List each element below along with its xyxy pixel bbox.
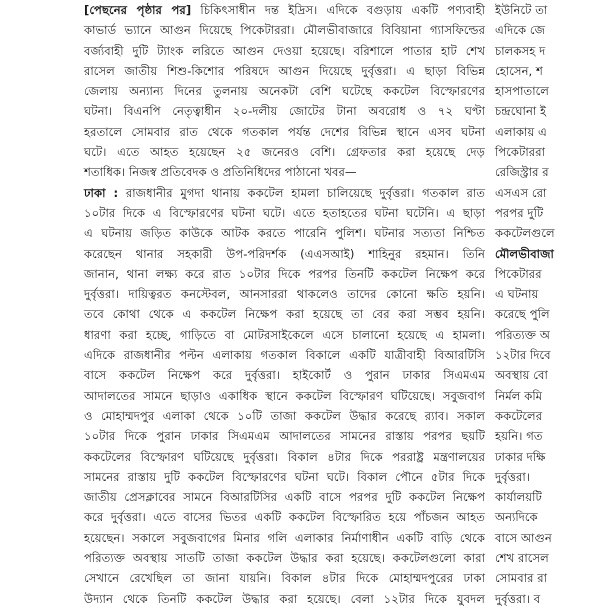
article-line: জানান, থানা লক্ষ্য করে রাত ১০টার দিকে পরপর তিনটি ককটেল নিক্ষেপ করে (84, 266, 485, 281)
article-line: বাসে ককটেল নিক্ষেপ করে দুর্বৃত্তরা। হাইকোর্ট ও পুরান ঢাকার সিএমএম (84, 368, 485, 383)
article-line: দুর্বৃত্তরা। (495, 469, 530, 484)
article-line: মৌলভীবাজা (495, 246, 554, 261)
article-line: ককটেলের (495, 408, 543, 423)
article-line (84, 183, 485, 203)
article-line: করেছেন থানার সহকারী উপ-পরিদর্শক (এএসআই) শাহিনুর রহমান। তিনি (84, 246, 485, 261)
article-line: ধারণা করা হচ্ছে, গাড়িতে বা মোটরসাইকেলে এসে চালানো হয়েছে এ হামলা। (84, 327, 485, 342)
page-margin (0, 0, 82, 525)
article-line: নিৰ্মল কমি (495, 388, 543, 403)
article-line: হোসেন, শ (495, 63, 543, 78)
article-line: এদিকে জে (495, 23, 546, 38)
article-line: করেছে পুলি (495, 307, 550, 322)
article-line: রাসেল জাতীয় শিশু-কিশোর পরিষদে আগুন দিয়েছে দুর্বৃত্তরা। এ ছাড়া বিভিন্ন (84, 63, 485, 78)
article-line: সামনের রাস্তায় দুটি ককটেল বিস্ফোরণের ঘটনা ঘটে। বিকাল পৌনে ৫টার দিকে (84, 469, 485, 484)
article-line: পরিত্যক্ত অবস্থায় সাতটি তাজা ককটেল উদ্ধার করা হয়েছে। ককটেলগুলো কারা (84, 551, 485, 566)
article-line: চালকসহ দ (495, 43, 546, 58)
article-line: সেখানে রেখেছিল তা জানা যায়নি। বিকাল ৪টার দিকে মোহাম্মদপুরের ঢাকা (84, 571, 485, 586)
article-line: কার্যালয়টি (495, 490, 542, 505)
article-text: রাজধানীর মুগদা থানায় ককটেল হামলা চালিয়েছে দুর্বৃত্তরা। গতকাল রাত (118, 185, 485, 200)
article-line: ও মোহাম্মদপুর এলাকা থেকে ১০টি তাজা ককটেল উদ্ধার করেছে র‌্যাব। সকাল (84, 408, 485, 423)
article-line: পরপর দুটি (495, 205, 544, 220)
article-line: শেখ রাসেল (495, 551, 549, 566)
article-line: উদ্যান থেকে তিনটি ককটেল উদ্ধার করা হয়েছে। বেলা ১২টার দিকে যুবদল (84, 591, 485, 606)
article-line: এ ঘটনায় জড়িত কাউকে আটক করতে পারেনি পুলিশ। ঘটনার সত্যতা নিশ্চিত (84, 226, 485, 241)
article-line: ১২টার দিবে (495, 348, 551, 363)
article-line: অবস্থায় বো (495, 368, 548, 383)
article-column-left (84, 0, 485, 606)
article-line: ককটেলগুলে (495, 226, 555, 241)
article-line: দুর্বৃত্তরা। দায়িত্বরত কনস্টেবল, আনসাররা থাকলেও তাদের কোনো ক্ষতি হয়নি। (84, 287, 485, 302)
article-line: জাতীয় প্রেসক্লাবের সামনে বিআরটিসির একটি বাসে পরপর দুটি ককটেল নিক্ষেপ (84, 490, 485, 505)
article-line (84, 0, 485, 20)
article-line: রেজিস্ট্রার র (495, 165, 549, 180)
article-line: হাসপাতালে (495, 84, 549, 99)
article-text: চিকিৎসাধীন দন্ত ইদ্রিস। এদিকে বগুড়ায় একটি পণ্যবাহী (191, 3, 485, 17)
article-line: ঘটনা। বিএনপি নেতৃত্বাধীন ২০-দলীয় জোটের টানা অবরোধ ও ৭২ ঘণ্টা (84, 104, 485, 119)
article-line: ১০টার দিকে পুরান ঢাকার সিএমএম আদালতের সামনের রাস্তায় পরপর ছয়টি (84, 429, 485, 444)
article-line: পিকেটারর (495, 266, 542, 281)
article-line: সোমবার রা (495, 571, 548, 586)
article-line: পিকেটাররা (495, 145, 546, 160)
article-line: হয়নি। গত (495, 429, 543, 444)
article-line: এদিকে রাজধানীর পল্টন এলাকায় গতকাল বিকালে একটি যাত্রীবাহী বিআরটিসি (84, 348, 485, 363)
dateline: ঢাকা : (84, 185, 119, 200)
article-line: জেলায় অন্যান্য দিনের তুলনায় অনেকটা বেশি ঘটেছে ককটেল বিস্ফোরণের (84, 84, 485, 99)
article-line: কাভার্ড ভ্যানে আগুন দিয়েছে পিকেটাররা। মৌলভীবাজারে বিবিয়ানা গ্যাসফিল্ডের (84, 23, 485, 38)
article-line: আদালতের সামনে ছাড়াও একাধিক স্থানে ককটেল বিস্ফোরণ ঘটিয়েছে। সবুজবাগ (84, 388, 485, 403)
article-line: হয়েছেন। সকালে সবুজবাগের মিনার গলি এলাকার নির্মাণাধীন একটি বাড়ি থেকে (84, 530, 485, 545)
article-line: বাসে আগুন (495, 530, 552, 545)
article-line: অন্যদিকে (495, 510, 538, 525)
article-line: শতাধিক। নিজস্ব প্রতিবেদক ও প্রতিনিধিদের পাঠানো খবর— (84, 165, 357, 180)
article-line: করে দুর্বৃত্তরা। এতে বাসের ভিতর একটি ককটেল বিস্ফোরিত হয়ে পাঁচজন আহত (84, 510, 485, 525)
article-line: ইউনিটে তা (495, 3, 548, 17)
continuation-label: [পেছনের পৃষ্ঠার পর] (84, 3, 192, 17)
article-line: ককটেলের বিস্ফোরণ ঘটিয়েছে দুর্বৃত্তরা। বিকাল ৪টার দিকে পররাষ্ট্র মন্ত্রণালয়ের (84, 449, 485, 464)
article-line: তবে কোথা থেকে এ ককটেল নিক্ষেপ করা হয়েছে তা বের করা সম্ভব হয়নি। (84, 307, 485, 322)
article-line: ১০টার দিকে এ বিস্ফোরণের ঘটনা ঘটে। এতে হতাহতের ঘটনা ঘটেনি। এ ছাড়া (84, 205, 485, 220)
article-line: বর্জ্যবাহী দুটি ট্যাংক লরিতে আগুন দেওয়া হয়েছে। বরিশালে পাতার হাট শেখ (84, 43, 485, 58)
article-column-right (495, 0, 600, 606)
article-line: এসএস রো (495, 185, 547, 200)
article-line: ঘটে। এতে আহত হয়েছেন ২৫ জনেরও বেশি। গ্রেফতার করা হয়েছে দেড় (84, 145, 485, 160)
article-line: দুর্বৃত্তরা। ব (495, 591, 541, 606)
article-line: এ ঘটনায় (495, 287, 539, 302)
article-line: ঢাকার দক্ষি (495, 449, 546, 464)
article-line: পরিত্যক্ত অ (495, 327, 550, 342)
article-line: হরতালে সোমবার রাত থেকে গতকাল পর্যন্ত দেশের বিভিন্ন স্থানে এসব ঘটনা (84, 124, 485, 139)
article-line: এলাকায় এ (495, 124, 547, 139)
article-line: চন্দ্রঘোনা ই (495, 104, 547, 119)
